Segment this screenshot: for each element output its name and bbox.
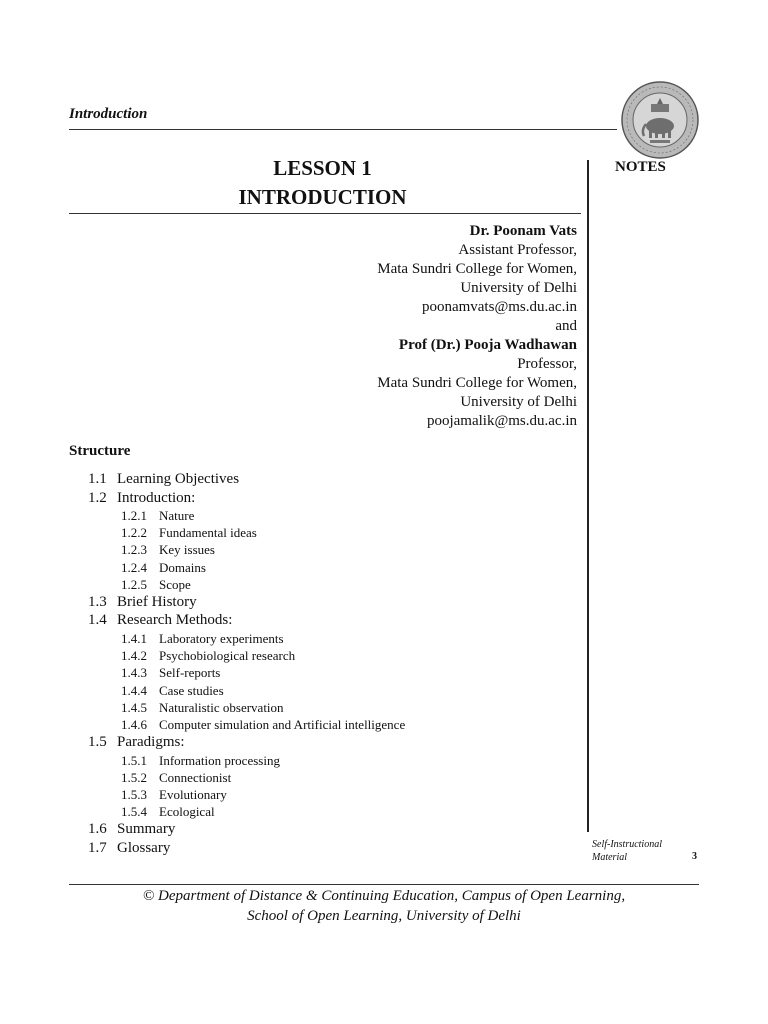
lesson-title: INTRODUCTION — [238, 185, 407, 209]
structure-item-number: 1.2.2 — [121, 525, 147, 541]
structure-item-number: 1.4.5 — [121, 699, 147, 715]
author-email: poojamalik@ms.du.ac.in — [426, 413, 577, 429]
structure-item — [0, 803, 580, 820]
structure-item-number: 1.3 — [88, 593, 107, 610]
structure-item — [0, 733, 580, 752]
authors-joiner: and — [555, 318, 577, 334]
structure-item — [0, 647, 580, 664]
structure-item-number: 1.4.3 — [121, 665, 147, 681]
structure-item — [0, 752, 580, 769]
structure-heading: Structure — [69, 443, 131, 459]
author-block — [300, 222, 577, 431]
structure-item — [0, 682, 580, 699]
structure-item-text: Paradigms: — [117, 734, 185, 751]
page-number: 3 — [692, 851, 697, 862]
structure-item — [0, 470, 580, 489]
structure-item — [0, 664, 580, 681]
structure-item-text: Computer simulation and Artificial intelligence — [159, 716, 406, 732]
structure-item-number: 1.5.2 — [121, 769, 147, 785]
author-college: Mata Sundri College for Women, — [377, 261, 577, 277]
structure-item — [0, 524, 580, 541]
structure-item-text: Scope — [159, 576, 191, 592]
self-instructional-text: Self-Instructional — [592, 839, 662, 850]
lesson-number: LESSON 1 — [273, 156, 372, 180]
title-rule — [69, 213, 581, 214]
structure-item — [0, 699, 580, 716]
footer-line-1: © Department of Distance & Continuing Education, Campus of Open Learning, — [142, 888, 626, 904]
structure-item-text: Introduction: — [117, 489, 196, 506]
header-rule — [69, 129, 617, 130]
structure-item — [0, 716, 580, 733]
structure-item — [0, 507, 580, 524]
structure-item-text: Case studies — [159, 682, 224, 698]
structure-item-number: 1.5.3 — [121, 786, 147, 802]
structure-item-number: 1.5.4 — [121, 804, 147, 820]
footer-rule — [69, 884, 699, 885]
structure-item — [0, 630, 580, 647]
structure-item — [0, 559, 580, 576]
author-college: Mata Sundri College for Women, — [377, 375, 577, 391]
author-university: University of Delhi — [460, 280, 577, 296]
structure-item-text: Naturalistic observation — [159, 699, 284, 715]
structure-item — [0, 786, 580, 803]
structure-item — [0, 541, 580, 558]
structure-item-number: 1.7 — [88, 839, 107, 856]
structure-list — [0, 470, 580, 857]
structure-item — [0, 839, 580, 858]
structure-item-text: Ecological — [159, 804, 215, 820]
structure-item-number: 1.5.1 — [121, 752, 147, 768]
structure-item-number: 1.2.3 — [121, 542, 147, 558]
author-designation: Assistant Professor, — [458, 242, 577, 258]
structure-item — [0, 489, 580, 508]
footer-line-2: School of Open Learning, University of Delhi — [247, 908, 521, 924]
structure-item-text: Laboratory experiments — [159, 630, 284, 646]
self-instructional-material-label — [592, 838, 662, 864]
author-designation: Professor, — [517, 356, 577, 372]
structure-item-text: Domains — [159, 559, 206, 575]
structure-item-number: 1.4.2 — [121, 648, 147, 664]
structure-item-text: Connectionist — [159, 769, 232, 785]
structure-item-number: 1.4.6 — [121, 716, 147, 732]
structure-item-number: 1.6 — [88, 821, 107, 838]
structure-item-text: Fundamental ideas — [159, 525, 257, 541]
structure-item-number: 1.2.1 — [121, 508, 147, 523]
notes-label: NOTES — [615, 159, 666, 175]
structure-item-text: Key issues — [159, 542, 215, 558]
author-university: University of Delhi — [460, 394, 577, 410]
structure-item-text: Research Methods: — [117, 612, 233, 629]
running-title: Introduction — [69, 106, 148, 122]
structure-item-number: 1.5 — [88, 734, 107, 751]
structure-item-text: Glossary — [117, 839, 171, 856]
structure-item-text: Evolutionary — [159, 786, 227, 802]
structure-item — [0, 576, 580, 593]
university-seal-logo — [620, 80, 700, 160]
structure-item-text: Learning Objectives — [117, 471, 240, 487]
structure-item-number: 1.2.5 — [121, 576, 147, 592]
material-text: Material — [592, 852, 627, 863]
structure-item — [0, 820, 580, 839]
author-name: Dr. Poonam Vats — [469, 223, 577, 239]
structure-item-number: 1.2.4 — [121, 559, 147, 575]
structure-item-number: 1.1 — [88, 471, 107, 487]
author-email: poonamvats@ms.du.ac.in — [421, 299, 577, 315]
structure-item — [0, 769, 580, 786]
structure-item-text: Nature — [159, 508, 195, 523]
structure-item-number: 1.4.4 — [121, 682, 147, 698]
structure-item-number: 1.4 — [88, 612, 107, 629]
structure-item-text: Self-reports — [159, 665, 221, 681]
structure-item-text: Information processing — [159, 752, 280, 768]
structure-item — [0, 593, 580, 612]
structure-item-text: Summary — [117, 821, 176, 838]
structure-item-text: Brief History — [117, 593, 197, 610]
notes-column-rule — [587, 160, 589, 832]
structure-item-text: Psychobiological research — [159, 648, 296, 664]
structure-item-number: 1.4.1 — [121, 630, 147, 646]
author-name: Prof (Dr.) Pooja Wadhawan — [398, 337, 577, 353]
structure-item — [0, 611, 580, 630]
structure-item-number: 1.2 — [88, 489, 107, 506]
